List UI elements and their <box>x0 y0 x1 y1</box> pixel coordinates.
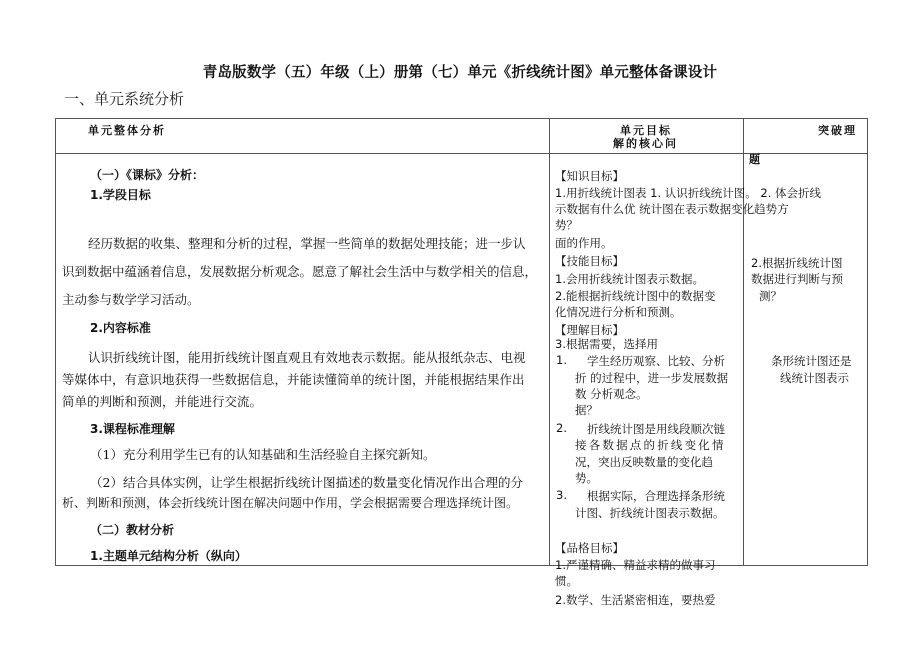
understanding-item-3-line1: 根据实际，合理选择条形统 <box>587 489 725 503</box>
understanding-item-1-line4: 据？ <box>575 403 598 417</box>
stage-goals-text-1: 经历数据的收集、整理和分析的过程，掌握一些简单的数据处理技能；进一步认 <box>88 236 526 251</box>
knowledge-goals-heading: 【知识目标】 <box>555 169 624 183</box>
breakthrough-q2-line1: 2.根据折线统计图 <box>751 256 843 270</box>
content-standards-text-3: 简单的判断和预测，并能进行交流。 <box>62 394 263 409</box>
section-heading: 一、单元系统分析 <box>64 90 185 108</box>
understanding-point-1: （1）充分利用学生已有的认知基础和生活经验自主探究新知。 <box>90 447 436 462</box>
understanding-item-2-line2: 接各数据点的折线变化情 <box>575 438 726 452</box>
character-line-1: 1.严谨精确、精益求精的做事习 <box>555 558 716 572</box>
breakthrough-q3-line1: 条形统计图还是 <box>771 354 852 368</box>
stage-goals-text-3: 主动参与数学学习活动。 <box>62 292 200 307</box>
content-standards-heading: 2.内容标准 <box>90 321 151 335</box>
understanding-item-1-line1: 学生经历观察、比较、分析 <box>587 354 725 368</box>
understanding-item-2-line3: 况，突出反映数量的变化趋 <box>575 455 713 469</box>
understanding-item-3-line2: 计图、折线统计图表示数据。 <box>575 506 725 520</box>
header-unit-goals-line2: 解的核心问 <box>613 137 678 150</box>
curriculum-analysis-heading: （一）《课标》分析： <box>90 168 205 182</box>
table-left-border <box>55 118 56 566</box>
knowledge-line-2: 示数据有什么优 统计图在表示数据变化趋势方 <box>555 202 789 216</box>
header-breakthrough-line1: 突破理 <box>818 124 857 137</box>
understanding-item-2-number: 2. <box>556 421 567 435</box>
character-goals-heading: 【品格目标】 <box>555 541 624 555</box>
knowledge-line-4: 面的作用。 <box>555 236 613 250</box>
breakthrough-q2-line3: 测？ <box>759 289 782 303</box>
understanding-goals-heading: 【理解目标】 <box>555 323 624 337</box>
skill-goals-heading: 【技能目标】 <box>555 254 624 268</box>
knowledge-line-1: 1.用折线统计图表 1. 认识折线统计图。 2. 体会折线 <box>555 186 822 200</box>
understanding-point-2-line1: （2）结合具体实例，让学生根据折线统计图描述的数量变化情况作出合理的分 <box>90 475 523 490</box>
understanding-point-2-line2: 析、判断和预测，体会折线统计图在解决问题中作用，学会根据需要合理选择统计图。 <box>62 496 519 510</box>
character-line-3: 2.数学、生活紧密相连，要热爱 <box>555 593 716 607</box>
understanding-item-3-number: 3. <box>556 488 567 502</box>
textbook-analysis-heading: （二）教材分析 <box>90 523 175 537</box>
skill-line-2: 2.能根据折线统计图中的数据变 <box>555 289 716 303</box>
table-bottom-border <box>55 565 868 566</box>
skill-line-1: 1.会用折线统计图表示数据。 <box>555 272 704 286</box>
stage-goals-text-2: 识到数据中蕴涵着信息，发展数据分析观念。愿意了解社会生活中与数学相关的信息， <box>62 264 538 279</box>
header-breakthrough-line2: 题 <box>749 153 762 166</box>
table-right-border <box>867 118 868 566</box>
character-line-2: 惯。 <box>555 574 578 588</box>
header-unit-goals-line1: 单元目标 <box>620 124 672 137</box>
header-unit-analysis: 单元整体分析 <box>88 124 166 137</box>
breakthrough-q3-line2: 线统计图表示 <box>780 371 849 385</box>
understanding-item-1-line3: 数 分析观念。 <box>575 387 648 401</box>
knowledge-line-3: 势？ <box>555 218 578 232</box>
understanding-item-2-line1: 折线统计图是用线段顺次链 <box>587 422 725 436</box>
understanding-item-2-line4: 势。 <box>575 471 598 485</box>
understanding-item-1-number: 1. <box>556 353 567 367</box>
skill-line-3: 化情况进行分析和预测。 <box>555 305 682 319</box>
table-top-border <box>55 118 868 119</box>
breakthrough-q2-line2: 数据进行判断与预 <box>751 272 843 286</box>
content-standards-text-1: 认识折线统计图，能用折线统计图直观且有效地表示数据。能从报纸杂志、电视 <box>88 350 526 365</box>
unit-structure-heading: 1.主题单元结构分析（纵向） <box>90 549 247 563</box>
document-title: 青岛版数学（五）年级（上）册第（七）单元《折线统计图》单元整体备课设计 <box>202 65 718 81</box>
understanding-item-1-line2: 折 的过程中，进一步发展数据 <box>575 371 729 385</box>
column-divider-1 <box>549 118 550 566</box>
stage-goals-heading: 1.学段目标 <box>90 188 151 202</box>
header-divider <box>55 153 868 154</box>
standards-understanding-heading: 3.课程标准理解 <box>90 422 175 436</box>
understanding-line-0: 3.根据需要，选择用 <box>555 337 658 351</box>
content-standards-text-2: 等媒体中，有意识地获得一些数据信息，并能读懂简单的统计图，并能根据结果作出 <box>62 372 525 387</box>
